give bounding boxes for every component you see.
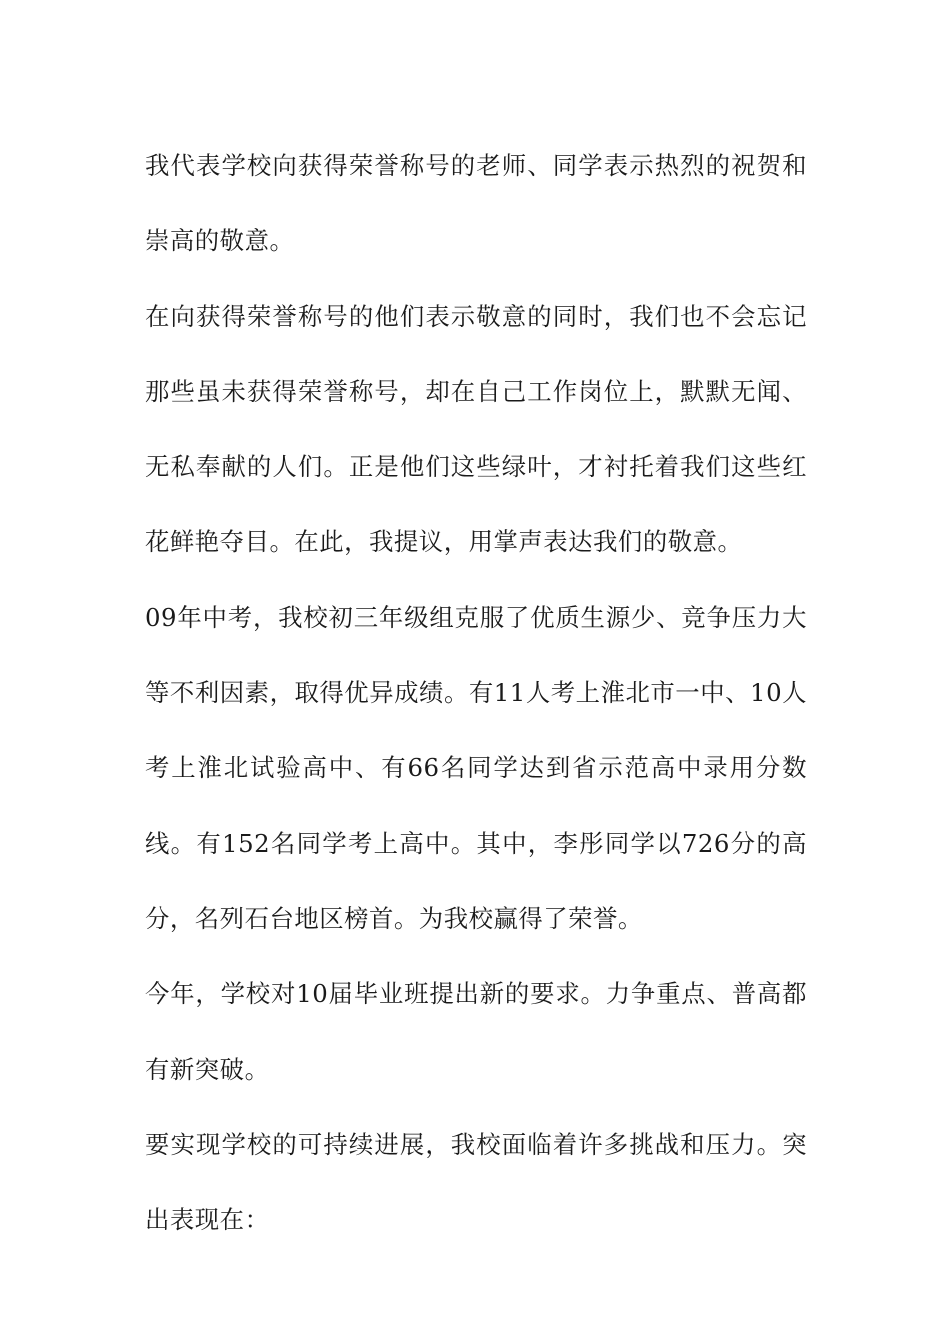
paragraph-challenges-intro: 要实现学校的可持续进展，我校面临着许多挑战和压力。突出表现在： [145, 1129, 807, 1235]
paragraph-unsung-contributors: 在向获得荣誉称号的他们表示敬意的同时，我们也不会忘记那些虽未获得荣誉称号，却在自己工作岗位上，默默无闻、无私奉献的人们。正是他们这些绿叶，才衬托着我们这些红花鲜艳夺目。在此，我提议，用掌声表达我们的敬意。 [145, 301, 807, 557]
document-body [145, 128, 807, 1257]
paragraph-graduating-class-goals: 今年，学校对10届毕业班提出新的要求。力争重点、普高都有新突破。 [145, 979, 807, 1084]
paragraph-exam-results: 09年中考，我校初三年级组克服了优质生源少、竞争压力大等不利因素，取得优异成绩。有11人考上淮北市一中、10人考上淮北试验高中、有66名同学达到省示范高中录用分数线。有152名同学考上高中。其中，李彤同学以726分的高分，名列石台地区榜首。为我校赢得了荣誉。 [145, 602, 807, 933]
paragraph-congratulations: 我代表学校向获得荣誉称号的老师、同学表示热烈的祝贺和崇高的敬意。 [145, 151, 807, 256]
